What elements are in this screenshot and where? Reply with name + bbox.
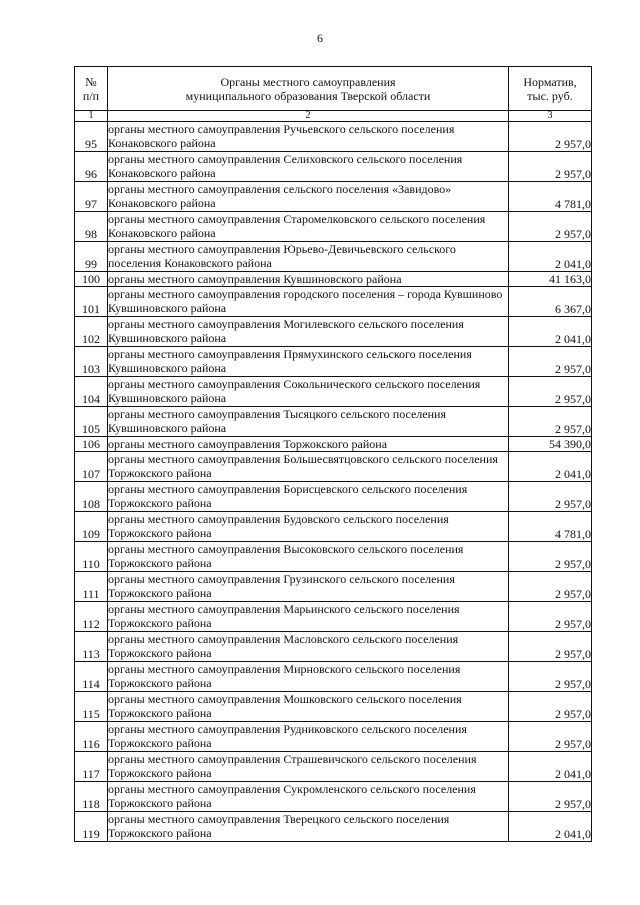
row-body-name: органы местного самоуправления Торжокского района (108, 437, 509, 452)
row-normative-value: 2 957,0 (509, 407, 592, 437)
row-normative-value: 2 957,0 (509, 122, 592, 152)
table-row (75, 317, 592, 347)
table-row (75, 482, 592, 512)
row-body-name: органы местного самоуправления Мошковского сельского поселения Торжокского района (108, 692, 509, 722)
table-row (75, 122, 592, 152)
column-index-3: 3 (509, 111, 592, 122)
table-row (75, 272, 592, 287)
row-number: 99 (75, 242, 108, 272)
table-row (75, 722, 592, 752)
row-normative-value: 41 163,0 (509, 272, 592, 287)
row-body-name: органы местного самоуправления Тверецкого сельского поселения Торжокского района (108, 812, 509, 842)
row-body-name: органы местного самоуправления Борисцевского сельского поселения Торжокского района (108, 482, 509, 512)
row-number: 105 (75, 407, 108, 437)
row-number: 115 (75, 692, 108, 722)
table-row (75, 752, 592, 782)
row-body-name: органы местного самоуправления Масловского сельского поселения Торжокского района (108, 632, 509, 662)
table-row (75, 212, 592, 242)
table-row (75, 287, 592, 317)
row-body-name: органы местного самоуправления Кувшиновского района (108, 272, 509, 287)
row-number: 110 (75, 542, 108, 572)
row-normative-value: 2 957,0 (509, 212, 592, 242)
row-number: 106 (75, 437, 108, 452)
table-row (75, 662, 592, 692)
row-body-name: органы местного самоуправления Ручьевского сельского поселения Конаковского района (108, 122, 509, 152)
header-name: Органы местного самоуправления муниципального образования Тверской области (108, 67, 509, 111)
row-number: 112 (75, 602, 108, 632)
header-num: № п/п (75, 67, 108, 111)
table-row (75, 542, 592, 572)
row-body-name: органы местного самоуправления Будовского сельского поселения Торжокского района (108, 512, 509, 542)
row-body-name: органы местного самоуправления Старомелковского сельского поселения Конаковского района (108, 212, 509, 242)
row-normative-value: 2 957,0 (509, 572, 592, 602)
table-row (75, 782, 592, 812)
row-normative-value: 54 390,0 (509, 437, 592, 452)
table-row (75, 377, 592, 407)
row-number: 100 (75, 272, 108, 287)
row-body-name: органы местного самоуправления Юрьево-Девичьевского сельского поселения Конаковского района (108, 242, 509, 272)
row-normative-value: 2 957,0 (509, 632, 592, 662)
row-normative-value: 2 957,0 (509, 692, 592, 722)
row-number: 107 (75, 452, 108, 482)
table-row (75, 152, 592, 182)
table-row (75, 812, 592, 842)
row-number: 98 (75, 212, 108, 242)
row-normative-value: 4 781,0 (509, 182, 592, 212)
row-normative-value: 2 041,0 (509, 242, 592, 272)
table-row (75, 512, 592, 542)
row-normative-value: 6 367,0 (509, 287, 592, 317)
row-number: 104 (75, 377, 108, 407)
row-normative-value: 2 041,0 (509, 752, 592, 782)
table-row (75, 602, 592, 632)
row-body-name: органы местного самоуправления Марьинского сельского поселения Торжокского района (108, 602, 509, 632)
table-row (75, 632, 592, 662)
header-value: Норматив, тыс. руб. (509, 67, 592, 111)
row-normative-value: 2 041,0 (509, 812, 592, 842)
table-row (75, 572, 592, 602)
row-number: 96 (75, 152, 108, 182)
row-body-name: органы местного самоуправления Тысяцкого сельского поселения Кувшиновского района (108, 407, 509, 437)
row-body-name: органы местного самоуправления Большесвятцовского сельского поселения Торжокского района (108, 452, 509, 482)
row-number: 108 (75, 482, 108, 512)
row-body-name: органы местного самоуправления Мирновского сельского поселения Торжокского района (108, 662, 509, 692)
row-normative-value: 2 041,0 (509, 317, 592, 347)
row-body-name: органы местного самоуправления сельского поселения «Завидово» Конаковского района (108, 182, 509, 212)
row-number: 114 (75, 662, 108, 692)
row-body-name: органы местного самоуправления Прямухинского сельского поселения Кувшиновского района (108, 347, 509, 377)
row-number: 101 (75, 287, 108, 317)
row-number: 103 (75, 347, 108, 377)
page-number: 6 (317, 31, 323, 45)
row-normative-value: 2 957,0 (509, 152, 592, 182)
row-number: 109 (75, 512, 108, 542)
row-number: 111 (75, 572, 108, 602)
table-row (75, 692, 592, 722)
row-number: 117 (75, 752, 108, 782)
table-row (75, 347, 592, 377)
row-body-name: органы местного самоуправления Рудниковского сельского поселения Торжокского района (108, 722, 509, 752)
table-header (75, 67, 592, 122)
table-row (75, 182, 592, 212)
row-body-name: органы местного самоуправления Высоковского сельского поселения Торжокского района (108, 542, 509, 572)
row-normative-value: 2 957,0 (509, 482, 592, 512)
table-body (75, 122, 592, 842)
row-number: 102 (75, 317, 108, 347)
row-number: 113 (75, 632, 108, 662)
row-body-name: органы местного самоуправления Селиховского сельского поселения Конаковского района (108, 152, 509, 182)
row-body-name: органы местного самоуправления Сокольнического сельского поселения Кувшиновского района (108, 377, 509, 407)
row-number: 118 (75, 782, 108, 812)
row-body-name: органы местного самоуправления городского поселения – города Кувшиново Кувшиновского района (108, 287, 509, 317)
row-normative-value: 2 957,0 (509, 722, 592, 752)
normative-table (74, 66, 592, 842)
row-normative-value: 2 957,0 (509, 377, 592, 407)
row-number: 116 (75, 722, 108, 752)
row-body-name: органы местного самоуправления Могилевского сельского поселения Кувшиновского района (108, 317, 509, 347)
row-normative-value: 2 957,0 (509, 662, 592, 692)
column-index-1: 1 (75, 111, 108, 122)
row-normative-value: 2 041,0 (509, 452, 592, 482)
table-row (75, 452, 592, 482)
row-number: 119 (75, 812, 108, 842)
table-row (75, 407, 592, 437)
row-body-name: органы местного самоуправления Страшевичского сельского поселения Торжокского района (108, 752, 509, 782)
row-normative-value: 2 957,0 (509, 347, 592, 377)
row-normative-value: 4 781,0 (509, 512, 592, 542)
row-normative-value: 2 957,0 (509, 542, 592, 572)
row-body-name: органы местного самоуправления Сукромленского сельского поселения Торжокского района (108, 782, 509, 812)
row-body-name: органы местного самоуправления Грузинского сельского поселения Торжокского района (108, 572, 509, 602)
column-index-2: 2 (108, 111, 509, 122)
table-row (75, 242, 592, 272)
row-number: 97 (75, 182, 108, 212)
row-normative-value: 2 957,0 (509, 602, 592, 632)
row-number: 95 (75, 122, 108, 152)
table-row (75, 437, 592, 452)
row-normative-value: 2 957,0 (509, 782, 592, 812)
